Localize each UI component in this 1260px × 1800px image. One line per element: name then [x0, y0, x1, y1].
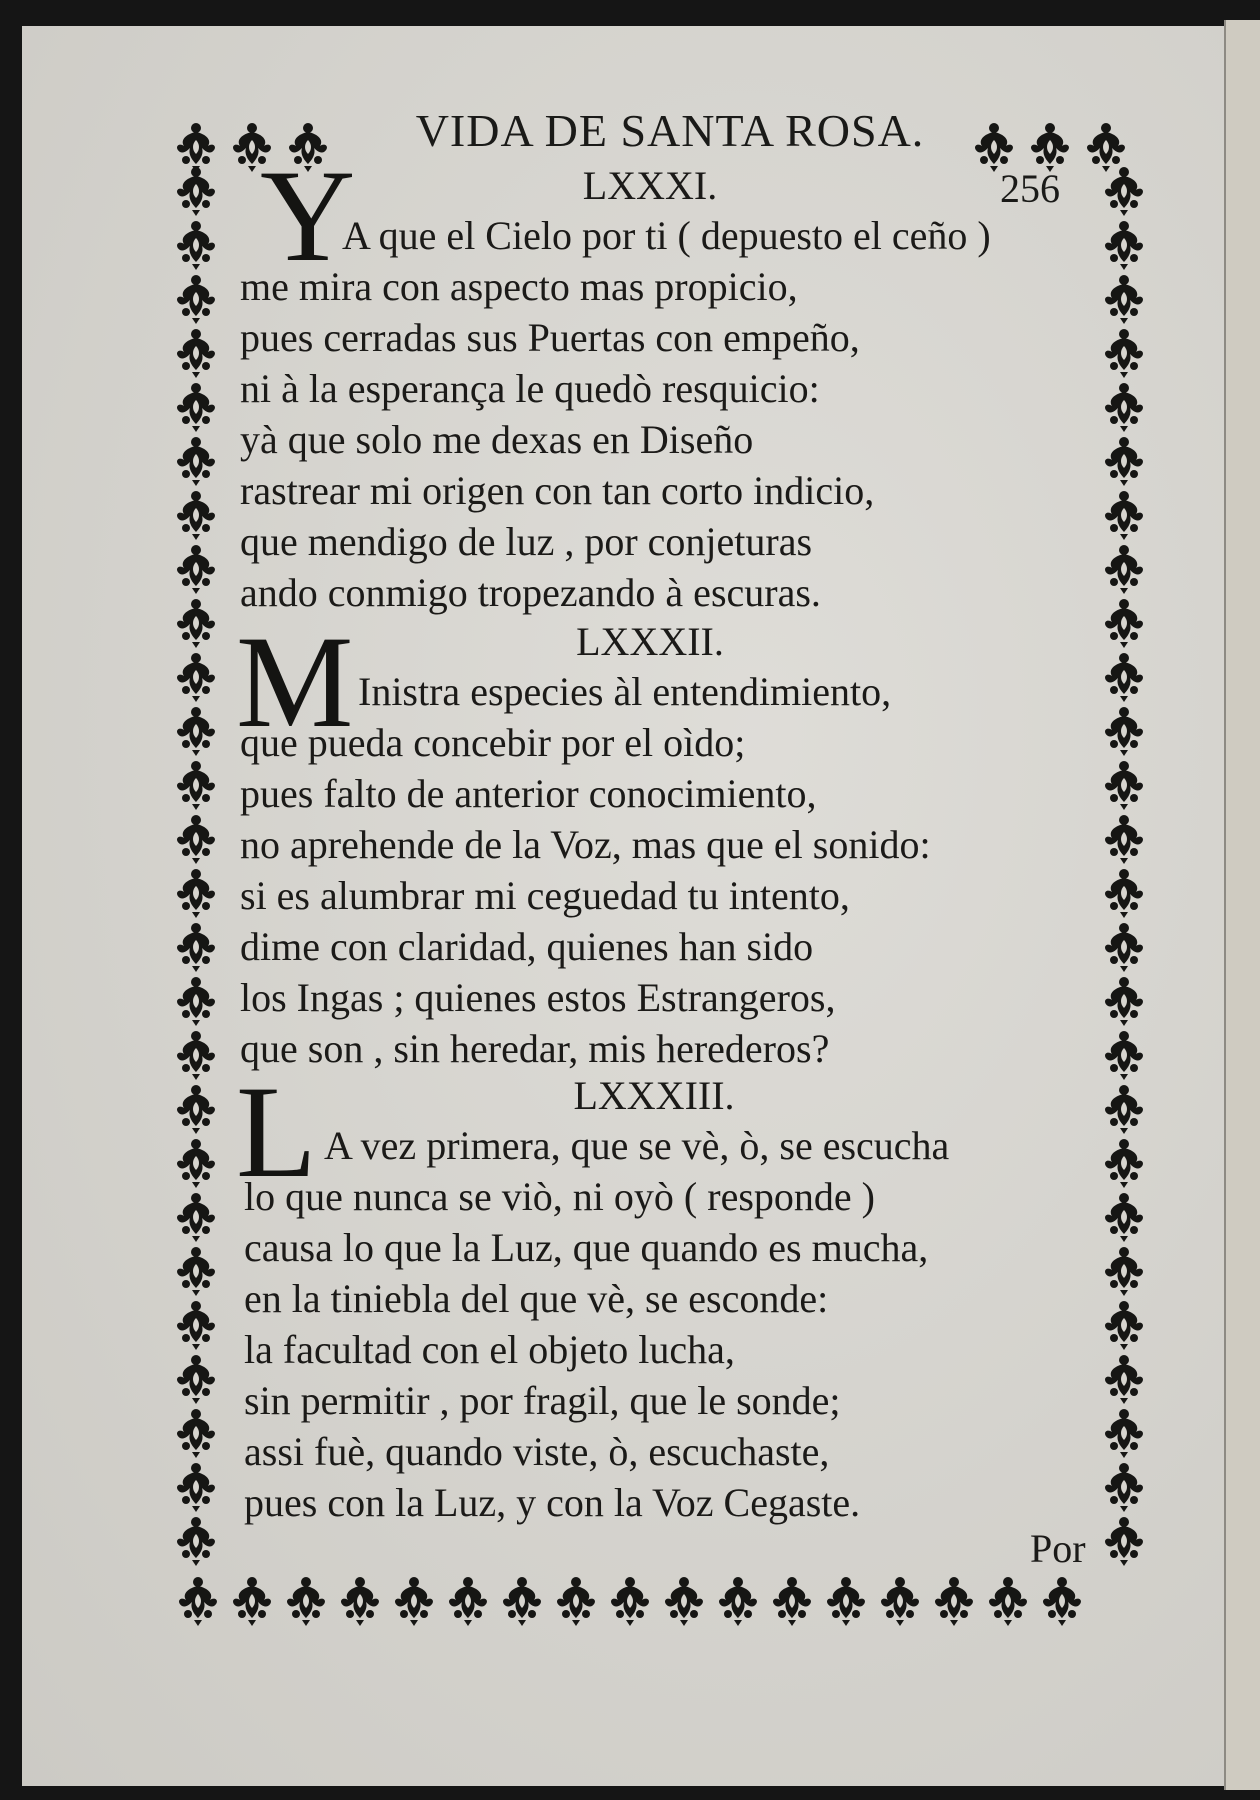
verse-line: causa lo que la Luz, que quando es mucha, [244, 1225, 929, 1270]
fleuron-icon [170, 974, 222, 1026]
fleuron-icon [170, 1460, 222, 1512]
fleuron-icon [1098, 866, 1150, 918]
fleuron-icon [172, 1574, 224, 1626]
fleuron-icon [280, 1574, 332, 1626]
fleuron-icon [170, 1352, 222, 1404]
stanza-numeral: LXXXII. [576, 619, 724, 664]
verse-line: dime con claridad, quienes han sido [240, 924, 814, 969]
stanza-83 [236, 1058, 1064, 1528]
fleuron-icon [658, 1574, 710, 1626]
fleuron-icon [226, 1574, 278, 1626]
fleuron-icon [1098, 1136, 1150, 1188]
verse-line: lo que nunca se viò, ni oyò ( responde ) [244, 1174, 875, 1219]
fleuron-icon [170, 542, 222, 594]
stanza-numeral: LXXXIII. [573, 1073, 735, 1118]
verse-line: A que el Cielo por ti ( depuesto el ceño ) [342, 213, 991, 258]
fleuron-icon [170, 1514, 222, 1566]
fleuron-icon [170, 1190, 222, 1242]
fleuron-icon [1098, 1460, 1150, 1512]
verse-line: ando conmigo tropezando à escuras. [240, 570, 821, 615]
fleuron-icon [170, 812, 222, 864]
fleuron-icon [1098, 1298, 1150, 1350]
verse-line: sin permitir , por fragil, que le sonde; [244, 1378, 841, 1423]
fleuron-icon [1098, 1082, 1150, 1134]
verse-line: me mira con aspecto mas propicio, [240, 264, 798, 309]
fleuron-icon [1098, 326, 1150, 378]
fleuron-icon [1098, 1406, 1150, 1458]
fleuron-icon [1098, 1028, 1150, 1080]
fleuron-icon [1098, 1514, 1150, 1566]
verse-line: que son , sin heredar, mis herederos? [240, 1026, 830, 1071]
fleuron-icon [550, 1574, 602, 1626]
verse-line: A vez primera, que se vè, ò, se escucha [324, 1123, 950, 1168]
drop-capital: M [236, 608, 354, 755]
stanza-numeral: LXXXI. [582, 163, 718, 208]
fleuron-icon [1098, 272, 1150, 324]
border-right [1096, 164, 1152, 1566]
fleuron-icon [874, 1574, 926, 1626]
fleuron-icon [1098, 920, 1150, 972]
fleuron-icon [1098, 704, 1150, 756]
fleuron-icon [170, 434, 222, 486]
border-left [168, 164, 224, 1566]
verse-line: Inistra especies àl entendimiento, [358, 669, 892, 714]
fleuron-icon [1098, 650, 1150, 702]
fleuron-icon [1098, 218, 1150, 270]
drop-capital: Y [260, 142, 356, 289]
verse-line: si es alumbrar mi ceguedad tu intento, [240, 873, 850, 918]
verse-line: que pueda concebir por el oìdo; [240, 720, 746, 765]
fleuron-icon [170, 1136, 222, 1188]
fleuron-icon [170, 326, 222, 378]
fleuron-icon [170, 1298, 222, 1350]
fleuron-icon [170, 1028, 222, 1080]
fleuron-icon [928, 1574, 980, 1626]
fleuron-icon [388, 1574, 440, 1626]
verse-line: en la tiniebla del que vè, se esconde: [244, 1276, 829, 1321]
fleuron-icon [170, 704, 222, 756]
fleuron-icon [170, 596, 222, 648]
fleuron-icon [712, 1574, 764, 1626]
fleuron-icon [170, 650, 222, 702]
stanza-81 [240, 142, 1060, 618]
fleuron-icon [766, 1574, 818, 1626]
verse-line: no aprehende de la Voz, mas que el sonido: [240, 822, 931, 867]
fleuron-icon [170, 1082, 222, 1134]
fleuron-icon [170, 920, 222, 972]
verse-line: los Ingas ; quienes estos Estrangeros, [240, 975, 836, 1020]
fleuron-icon [170, 866, 222, 918]
verse-line: rastrear mi origen con tan corto indicio, [240, 468, 875, 513]
fleuron-icon [820, 1574, 872, 1626]
page-number: 256 [1000, 166, 1060, 211]
border-bottom [172, 1574, 1088, 1630]
fleuron-icon [334, 1574, 386, 1626]
fleuron-icon [170, 1406, 222, 1458]
fleuron-icon [1098, 380, 1150, 432]
verse-line: pues falto de anterior conocimiento, [240, 771, 817, 816]
catchword: Por [1030, 1526, 1086, 1571]
fleuron-icon [170, 218, 222, 270]
stanza-82 [236, 608, 1060, 1074]
fleuron-icon [1098, 488, 1150, 540]
verse-line: pues con la Luz, y con la Voz Cegaste. [244, 1480, 861, 1525]
verse-line: que mendigo de luz , por conjeturas [240, 519, 813, 564]
fleuron-icon [170, 488, 222, 540]
fleuron-icon [496, 1574, 548, 1626]
verse-line: ni à la esperança le quedò resquicio: [240, 366, 820, 411]
fleuron-icon [170, 380, 222, 432]
fleuron-icon [1098, 812, 1150, 864]
fleuron-icon [170, 164, 222, 216]
fleuron-icon [1098, 1190, 1150, 1242]
fleuron-icon [1098, 1244, 1150, 1296]
fleuron-icon [170, 272, 222, 324]
drop-capital: L [236, 1058, 317, 1205]
fleuron-icon [1098, 434, 1150, 486]
fleuron-icon [982, 1574, 1034, 1626]
verse-line: assi fuè, quando viste, ò, escuchaste, [244, 1429, 830, 1474]
fleuron-icon [1098, 542, 1150, 594]
fleuron-icon [170, 758, 222, 810]
fleuron-icon [604, 1574, 656, 1626]
fleuron-icon [1098, 758, 1150, 810]
fleuron-icon [1098, 596, 1150, 648]
fleuron-icon [1098, 164, 1150, 216]
header-ornament-right [968, 120, 1132, 160]
verse-line: pues cerradas sus Puertas con empeño, [240, 315, 860, 360]
verse-line: la facultad con el objeto lucha, [244, 1327, 735, 1372]
running-title: VIDA DE SANTA ROSA. [415, 105, 925, 156]
fleuron-icon [1098, 974, 1150, 1026]
fleuron-icon [170, 1244, 222, 1296]
fleuron-icon [1036, 1574, 1088, 1626]
adjacent-page-edge [1224, 20, 1260, 1790]
verse-line: yà que solo me dexas en Diseño [240, 417, 754, 462]
fleuron-icon [442, 1574, 494, 1626]
fleuron-icon [1098, 1352, 1150, 1404]
